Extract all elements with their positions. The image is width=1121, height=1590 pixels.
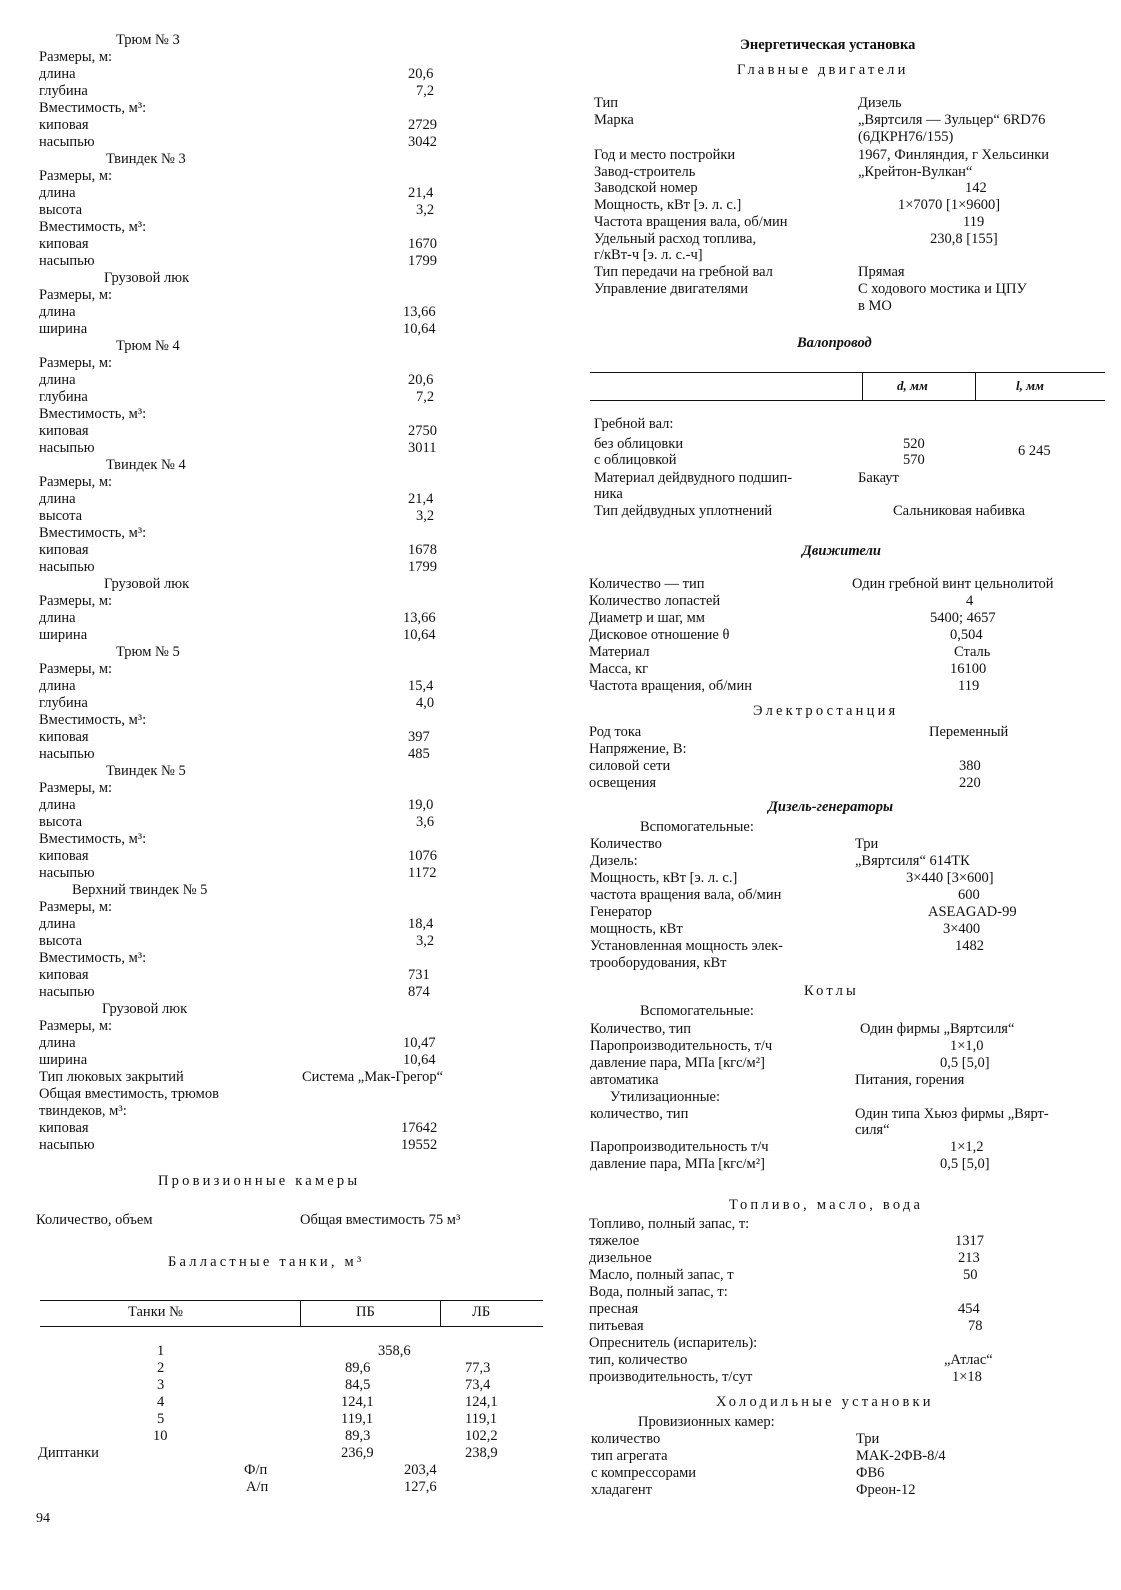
spec-value: 10,64 xyxy=(403,1052,436,1068)
spec-value: 13,66 xyxy=(403,304,436,320)
spec-label: длина xyxy=(39,678,76,694)
spec-label: Трюм № 4 xyxy=(116,338,180,354)
engine-value: 142 xyxy=(965,180,987,196)
spec-label: Вместимость, м³: xyxy=(39,406,147,422)
spec-label: ширина xyxy=(39,627,88,643)
table-cell-tank: 1 xyxy=(157,1343,165,1359)
table-rule xyxy=(40,1326,543,1327)
spec-value: 874 xyxy=(408,984,430,1000)
power-label: Род тока xyxy=(589,724,642,740)
fridge-label: хладагент xyxy=(591,1482,653,1498)
boiler-label: Вспомогательные: xyxy=(640,1003,754,1019)
boiler-value: Один типа Хьюз фирмы „Вярт- xyxy=(855,1106,1049,1122)
shaft-label: Тип дейдвудных уплотнений xyxy=(594,503,773,519)
boiler-label: автоматика xyxy=(590,1072,659,1088)
fridge-value: Три xyxy=(856,1431,880,1447)
spec-label: Твиндек № 3 xyxy=(106,151,186,167)
propulsion-value: 5400; 4657 xyxy=(930,610,996,626)
spec-label: Твиндек № 4 xyxy=(106,457,186,473)
spec-label: насыпью xyxy=(39,559,95,575)
spec-label: Размеры, м: xyxy=(39,593,113,609)
engine-label: Тип передачи на гребной вал xyxy=(594,264,773,280)
spec-value: 1172 xyxy=(408,865,437,881)
power-value: Переменный xyxy=(929,724,1009,740)
fuel-label: Опреснитель (испаритель): xyxy=(589,1335,758,1351)
spec-value: 2729 xyxy=(408,117,437,133)
power-value: 380 xyxy=(959,758,981,774)
spec-label: Тип люковых закрытий xyxy=(39,1069,184,1085)
spec-label: Размеры, м: xyxy=(39,661,113,677)
table-cell-tank: А/п xyxy=(246,1479,269,1495)
table-cell-pb: 236,9 xyxy=(341,1445,374,1461)
spec-value: 19,0 xyxy=(408,797,434,813)
table-cell-pb: 358,6 xyxy=(378,1343,411,1359)
spec-label: ширина xyxy=(39,1052,88,1068)
propulsion-label: Дисковое отношение θ xyxy=(589,627,730,643)
spec-value: 397 xyxy=(408,729,430,745)
spec-value: 18,4 xyxy=(408,916,434,932)
propulsion-value: Сталь xyxy=(954,644,991,660)
dg-value: „Вяртсиля“ 614ТК xyxy=(855,853,970,869)
spec-label: длина xyxy=(39,66,76,82)
boiler-value: 0,5 [5,0] xyxy=(940,1055,990,1071)
spec-label: насыпью xyxy=(39,134,95,150)
propulsion-value: 4 xyxy=(966,593,974,609)
fuel-label: Вода, полный запас, т: xyxy=(589,1284,728,1300)
spec-value: 20,6 xyxy=(408,372,434,388)
power-label: освещения xyxy=(589,775,657,791)
section-title: Энергетическая установка xyxy=(740,37,916,53)
table-divider xyxy=(440,1300,441,1326)
table-divider xyxy=(300,1300,301,1326)
spec-label: Размеры, м: xyxy=(39,287,113,303)
fuel-value: 454 xyxy=(958,1301,980,1317)
table-cell-lb: 77,3 xyxy=(465,1360,491,1376)
spec-label: Вместимость, м³: xyxy=(39,950,147,966)
fuel-label: Масло, полный запас, т xyxy=(589,1267,734,1283)
table-cell-pb: 89,3 xyxy=(345,1428,371,1444)
shaft-d: 570 xyxy=(903,452,925,468)
spec-label: глубина xyxy=(39,83,88,99)
boiler-label: Паропроизводительность т/ч xyxy=(590,1139,769,1155)
table-cell-pb: 127,6 xyxy=(404,1479,437,1495)
spec-value: 3,6 xyxy=(416,814,435,830)
prov-label: Количество, объем xyxy=(36,1212,153,1228)
spec-value: 731 xyxy=(408,967,430,983)
dg-label: Вспомогательные: xyxy=(640,819,754,835)
spec-label: насыпью xyxy=(39,865,95,881)
shaft-label: Гребной вал: xyxy=(594,416,674,432)
spec-label: длина xyxy=(39,1035,76,1051)
spec-value: 10,47 xyxy=(403,1035,436,1051)
spec-label: Размеры, м: xyxy=(39,49,113,65)
spec-value: 1076 xyxy=(408,848,437,864)
engine-label: Год и место постройки xyxy=(594,147,736,163)
engine-value: „Крейтон-Вулкан“ xyxy=(858,164,973,180)
spec-value: 1799 xyxy=(408,559,437,575)
spec-label: Вместимость, м³: xyxy=(39,712,147,728)
shaft-d: Бакаут xyxy=(858,470,899,486)
engine-label: Управление двигателями xyxy=(594,281,748,297)
table-cell-lb: 102,2 xyxy=(465,1428,498,1444)
spec-label: высота xyxy=(39,814,83,830)
dg-label: Мощность, кВт [э. л. с.] xyxy=(590,870,738,886)
fuel-value: 78 xyxy=(968,1318,983,1334)
table-cell-lb: 238,9 xyxy=(465,1445,498,1461)
dg-label: Количество xyxy=(590,836,662,852)
spec-value: 21,4 xyxy=(408,185,434,201)
spec-label: Грузовой люк xyxy=(102,1001,188,1017)
spec-label: высота xyxy=(39,508,83,524)
spec-label: Твиндек № 5 xyxy=(106,763,186,779)
boiler-value: 1×1,0 xyxy=(950,1038,984,1054)
table-cell-pb: 89,6 xyxy=(345,1360,371,1376)
boiler-value: Один фирмы „Вяртсиля“ xyxy=(860,1021,1015,1037)
fridge-label: количество xyxy=(591,1431,661,1447)
boiler-label: давление пара, МПа [кгс/м²] xyxy=(590,1156,765,1172)
fuel-value: 1×18 xyxy=(952,1369,982,1385)
spec-value: 3042 xyxy=(408,134,437,150)
spec-label: Грузовой люк xyxy=(104,270,190,286)
engine-label: Тип xyxy=(594,95,619,111)
spec-label: длина xyxy=(39,372,76,388)
dg-label: Установленная мощность элек- xyxy=(590,938,783,954)
spec-label: киповая xyxy=(39,1120,89,1136)
boiler-value: 0,5 [5,0] xyxy=(940,1156,990,1172)
spec-value: 3011 xyxy=(408,440,437,456)
fridge-label: тип агрегата xyxy=(591,1448,668,1464)
spec-label: киповая xyxy=(39,967,89,983)
propulsion-label: Количество лопастей xyxy=(589,593,721,609)
table-rule xyxy=(590,372,1105,373)
spec-label: Вместимость, м³: xyxy=(39,831,147,847)
spec-label: Размеры, м: xyxy=(39,168,113,184)
propulsion-label: Материал xyxy=(589,644,650,660)
table-divider xyxy=(862,372,863,400)
spec-label: Общая вместимость, трюмов xyxy=(39,1086,219,1102)
spec-value: 3,2 xyxy=(416,202,435,218)
spec-value: 7,2 xyxy=(416,389,435,405)
table-header: l, мм xyxy=(1016,378,1044,393)
boiler-value: Питания, горения xyxy=(855,1072,965,1088)
spec-value: 13,66 xyxy=(403,610,436,626)
spec-label: длина xyxy=(39,797,76,813)
shaft-d: 520 xyxy=(903,436,925,452)
fuel-label: производительность, т/сут xyxy=(589,1369,753,1385)
fuel-label: питьевая xyxy=(589,1318,644,1334)
table-cell-tank: Диптанки xyxy=(38,1445,99,1461)
table-cell-pb: 124,1 xyxy=(341,1394,374,1410)
spec-label: насыпью xyxy=(39,440,95,456)
engine-value: С ходового мостика и ЦПУ xyxy=(858,281,1027,297)
dg-label: частота вращения вала, об/мин xyxy=(590,887,782,903)
engine-value: Дизель xyxy=(858,95,902,111)
spec-label: высота xyxy=(39,202,83,218)
spec-label: Грузовой люк xyxy=(104,576,190,592)
propulsion-value: 119 xyxy=(958,678,980,694)
fuel-label: пресная xyxy=(589,1301,639,1317)
fridge-label: Провизионных камер: xyxy=(638,1414,775,1430)
spec-value: 4,0 xyxy=(416,695,435,711)
spec-value: 19552 xyxy=(401,1137,438,1153)
spec-label: твиндеков, м³: xyxy=(39,1103,127,1119)
engine-label: Заводской номер xyxy=(594,180,698,196)
spec-value: 20,6 xyxy=(408,66,434,82)
section-heading: Провизионные камеры xyxy=(158,1173,361,1189)
table-header: ПБ xyxy=(356,1304,375,1320)
propulsion-value: Один гребной винт цельнолитой xyxy=(852,576,1054,592)
shaft-label: ника xyxy=(594,486,623,502)
fuel-label: тяжелое xyxy=(589,1233,640,1249)
table-cell-tank: 4 xyxy=(157,1394,165,1410)
spec-value: 485 xyxy=(408,746,430,762)
boiler-label: количество, тип xyxy=(590,1106,689,1122)
dg-label: Генератор xyxy=(590,904,652,920)
propulsion-label: Частота вращения, об/мин xyxy=(589,678,752,694)
spec-value: 2750 xyxy=(408,423,437,439)
section-heading: Холодильные установки xyxy=(716,1394,934,1410)
table-cell-pb: 84,5 xyxy=(345,1377,371,1393)
spec-value: 1678 xyxy=(408,542,437,558)
spec-label: киповая xyxy=(39,542,89,558)
spec-label: киповая xyxy=(39,117,89,133)
table-cell-lb: 119,1 xyxy=(465,1411,498,1427)
subsection-title: Валопровод xyxy=(797,335,872,351)
boiler-label: давление пара, МПа [кгс/м²] xyxy=(590,1055,765,1071)
power-value: 220 xyxy=(959,775,981,791)
fridge-value: ФВ6 xyxy=(856,1465,885,1481)
table-rule xyxy=(40,1300,543,1301)
section-heading: Электростанция xyxy=(753,703,899,719)
table-cell-tank: 3 xyxy=(157,1377,165,1393)
boiler-label: Паропроизводительность, т/ч xyxy=(590,1038,773,1054)
shaft-label: с облицовкой xyxy=(594,452,677,468)
fuel-label: тип, количество xyxy=(589,1352,688,1368)
engine-value: 1967, Финляндия, г Хельсинки xyxy=(858,147,1050,163)
engine-value: 1×7070 [1×9600] xyxy=(898,197,1001,213)
shaft-l: 6 245 xyxy=(1018,443,1051,459)
table-header: d, мм xyxy=(897,378,928,393)
fuel-value: 213 xyxy=(958,1250,980,1266)
spec-label: Вместимость, м³: xyxy=(39,525,147,541)
spec-value: 3,2 xyxy=(416,933,435,949)
dg-value: 3×440 [3×600] xyxy=(906,870,994,886)
dg-label: Дизель: xyxy=(590,853,638,869)
fuel-value: 50 xyxy=(963,1267,978,1283)
page-number: 94 xyxy=(36,1511,50,1526)
section-heading: Главные двигатели xyxy=(737,62,909,78)
engine-value: Прямая xyxy=(858,264,905,280)
engine-label: Частота вращения вала, об/мин xyxy=(594,214,788,230)
table-header: ЛБ xyxy=(472,1304,491,1320)
engine-value: „Вяртсиля — Зульцер“ 6RD76 xyxy=(858,112,1046,128)
power-label: силовой сети xyxy=(589,758,671,774)
section-heading: Котлы xyxy=(804,983,859,999)
spec-label: насыпью xyxy=(39,253,95,269)
fridge-value: МАК-2ФВ-8/4 xyxy=(856,1448,946,1464)
fuel-label: Топливо, полный запас, т: xyxy=(589,1216,750,1232)
engine-value: 119 xyxy=(963,214,985,230)
fuel-value: „Атлас“ xyxy=(944,1352,993,1368)
table-divider xyxy=(975,372,976,400)
table-cell-tank: Ф/п xyxy=(244,1462,268,1478)
spec-label: Размеры, м: xyxy=(39,474,113,490)
propulsion-label: Диаметр и шаг, мм xyxy=(589,610,705,626)
spec-value: 7,2 xyxy=(416,83,435,99)
dg-value: ASEAGAD-99 xyxy=(928,904,1017,920)
engine-value: (6ДКРН76/155) xyxy=(858,129,954,145)
spec-value: 17642 xyxy=(401,1120,438,1136)
spec-label: глубина xyxy=(39,695,88,711)
table-rule xyxy=(590,400,1105,401)
spec-value: 21,4 xyxy=(408,491,434,507)
spec-value: 3,2 xyxy=(416,508,435,524)
spec-label: насыпью xyxy=(39,746,95,762)
table-header: Танки № xyxy=(128,1304,183,1320)
spec-label: длина xyxy=(39,610,76,626)
dg-value: Три xyxy=(855,836,879,852)
propulsion-value: 16100 xyxy=(950,661,987,677)
spec-label: насыпью xyxy=(39,1137,95,1153)
fuel-label: дизельное xyxy=(589,1250,652,1266)
engine-value: 230,8 [155] xyxy=(930,231,998,247)
table-cell-tank: 5 xyxy=(157,1411,165,1427)
subsection-title: Движители xyxy=(802,543,881,559)
engine-value: в МО xyxy=(858,298,892,314)
table-cell-pb: 203,4 xyxy=(404,1462,437,1478)
engine-label: Удельный расход топлива, xyxy=(594,231,757,247)
propulsion-label: Масса, кг xyxy=(589,661,649,677)
spec-label: длина xyxy=(39,185,76,201)
propulsion-value: 0,504 xyxy=(950,627,983,643)
engine-label: Мощность, кВт [э. л. с.] xyxy=(594,197,742,213)
engine-label: Завод-строитель xyxy=(594,164,696,180)
shaft-label: Материал дейдвудного подшип- xyxy=(594,470,793,486)
spec-label: киповая xyxy=(39,729,89,745)
spec-label: Размеры, м: xyxy=(39,899,113,915)
table-cell-pb: 119,1 xyxy=(341,1411,374,1427)
spec-label: Размеры, м: xyxy=(39,780,113,796)
fridge-label: с компрессорами xyxy=(591,1465,697,1481)
engine-label: Марка xyxy=(594,112,634,128)
table-cell-lb: 73,4 xyxy=(465,1377,491,1393)
spec-value: 1799 xyxy=(408,253,437,269)
section-heading: Топливо, масло, вода xyxy=(729,1197,924,1213)
spec-label: киповая xyxy=(39,848,89,864)
dg-value: 600 xyxy=(958,887,980,903)
dg-label: трооборудования, кВт xyxy=(590,955,727,971)
spec-label: киповая xyxy=(39,236,89,252)
fuel-value: 1317 xyxy=(955,1233,984,1249)
dg-value: 3×400 xyxy=(943,921,981,937)
spec-label: высота xyxy=(39,933,83,949)
engine-label: г/кВт-ч [э. л. с.-ч] xyxy=(594,247,703,263)
power-label: Напряжение, В: xyxy=(589,741,687,757)
subsection-title: Дизель-генераторы xyxy=(768,799,894,815)
spec-label: Трюм № 5 xyxy=(116,644,180,660)
spec-label: киповая xyxy=(39,423,89,439)
fridge-value: Фреон-12 xyxy=(856,1482,916,1498)
dg-value: 1482 xyxy=(955,938,984,954)
spec-value: 10,64 xyxy=(403,321,436,337)
spec-label: глубина xyxy=(39,389,88,405)
table-cell-tank: 10 xyxy=(153,1428,168,1444)
spec-value: 15,4 xyxy=(408,678,434,694)
spec-label: Размеры, м: xyxy=(39,1018,113,1034)
boiler-label: Утилизационные: xyxy=(610,1089,721,1105)
boiler-label: Количество, тип xyxy=(590,1021,691,1037)
table-cell-lb: 124,1 xyxy=(465,1394,498,1410)
spec-label: длина xyxy=(39,491,76,507)
boiler-value: 1×1,2 xyxy=(950,1139,984,1155)
spec-value: 10,64 xyxy=(403,627,436,643)
spec-label: Вместимость, м³: xyxy=(39,100,147,116)
boiler-value: силя“ xyxy=(855,1122,890,1138)
spec-label: длина xyxy=(39,304,76,320)
spec-label: Трюм № 3 xyxy=(116,32,180,48)
spec-value: 1670 xyxy=(408,236,437,252)
spec-value: Система „Мак-Грегор“ xyxy=(302,1069,444,1085)
spec-label: Верхний твиндек № 5 xyxy=(72,882,208,898)
dg-label: мощность, кВт xyxy=(590,921,683,937)
spec-label: Размеры, м: xyxy=(39,355,113,371)
shaft-d: Сальниковая набивка xyxy=(893,503,1025,519)
spec-label: длина xyxy=(39,916,76,932)
spec-label: ширина xyxy=(39,321,88,337)
prov-value: Общая вместимость 75 м³ xyxy=(300,1212,461,1228)
propulsion-label: Количество — тип xyxy=(589,576,705,592)
section-heading: Балластные танки, м³ xyxy=(168,1254,365,1270)
spec-label: Вместимость, м³: xyxy=(39,219,147,235)
table-cell-tank: 2 xyxy=(157,1360,165,1376)
shaft-label: без облицовки xyxy=(594,436,684,452)
spec-label: насыпью xyxy=(39,984,95,1000)
